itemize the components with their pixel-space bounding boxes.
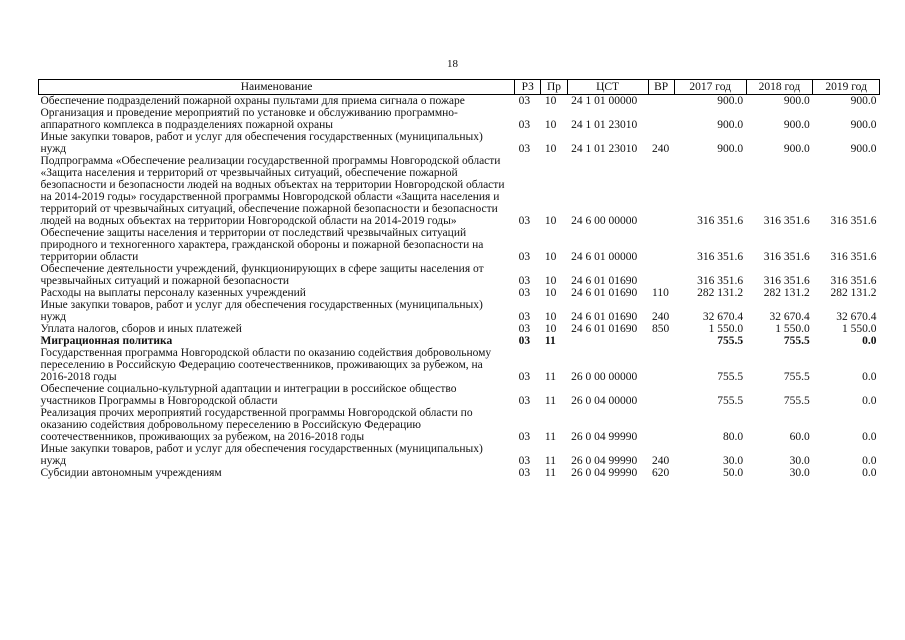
row-cst <box>567 335 648 347</box>
row-rz: 03 <box>518 215 531 227</box>
row-value-2017: 900.0 <box>717 143 744 155</box>
row-value-2017: 30.0 <box>722 455 744 467</box>
row-value-2018: 32 670.4 <box>769 311 810 323</box>
table-row <box>39 299 880 323</box>
row-value-2019: 0.0 <box>862 395 877 407</box>
row-name: Субсидии автономным учреждениям <box>40 467 222 479</box>
row-cst: 26 0 04 99990 <box>571 467 638 479</box>
row-cst: 24 6 01 00000 <box>571 251 638 263</box>
row-value-2018: 755.5 <box>783 335 810 347</box>
row-pr: 10 <box>544 323 557 335</box>
row-value-2019: 0.0 <box>862 371 877 383</box>
header-2017: 2017 год <box>674 80 746 95</box>
row-pr: 10 <box>544 143 557 155</box>
row-rz: 03 <box>518 467 531 479</box>
row-pr: 10 <box>544 215 557 227</box>
row-value-2017: 32 670.4 <box>702 311 744 323</box>
row-value-2019: 316 351.6 <box>830 215 877 227</box>
row-cst: 24 6 01 01690 <box>571 275 638 287</box>
row-rz: 03 <box>518 275 531 287</box>
row-vr: 850 <box>652 323 670 335</box>
row-value-2019: 0.0 <box>862 431 877 443</box>
table-row <box>39 323 880 335</box>
row-cst: 24 6 01 01690 <box>571 287 638 299</box>
row-vr <box>648 347 674 383</box>
row-vr <box>648 335 674 347</box>
table-row <box>39 287 880 299</box>
row-name: Обеспечение подразделений пожарной охраны пультами для приема сигнала о пожаре <box>40 95 465 107</box>
row-vr <box>648 227 674 263</box>
row-vr <box>648 407 674 443</box>
table-row <box>39 131 880 155</box>
table-row <box>39 95 880 108</box>
row-value-2017: 755.5 <box>717 395 744 407</box>
table-row <box>39 407 880 443</box>
header-name: Наименование <box>39 80 515 95</box>
row-value-2018: 900.0 <box>783 143 810 155</box>
row-rz: 03 <box>518 335 531 347</box>
row-cst: 24 6 01 01690 <box>571 311 638 323</box>
row-rz: 03 <box>518 431 531 443</box>
row-value-2019: 282 131.2 <box>830 287 877 299</box>
table-row <box>39 107 880 131</box>
row-cst: 24 6 01 01690 <box>571 323 638 335</box>
row-vr <box>648 263 674 287</box>
row-value-2018: 60.0 <box>789 431 810 443</box>
row-value-2019: 316 351.6 <box>830 251 877 263</box>
row-value-2017: 900.0 <box>717 95 744 107</box>
table-row <box>39 443 880 467</box>
row-rz: 03 <box>518 371 531 383</box>
row-name: Обеспечение защиты населения и территории от последствий чрезвычайных ситуаций природного и техногенного характера, гражданской обороны и пожарной безопасности на территории области <box>40 227 484 263</box>
row-value-2018: 755.5 <box>783 395 810 407</box>
row-name: Иные закупки товаров, работ и услуг для обеспечения государственных (муниципальных) нужд <box>40 443 483 467</box>
row-value-2018: 900.0 <box>783 95 810 107</box>
row-cst: 24 6 00 00000 <box>571 215 638 227</box>
row-cst: 24 1 01 00000 <box>571 95 638 107</box>
row-vr <box>648 107 674 131</box>
row-value-2018: 30.0 <box>789 455 810 467</box>
row-pr: 10 <box>544 119 557 131</box>
row-value-2019: 900.0 <box>850 143 877 155</box>
table-body <box>39 95 880 480</box>
row-name: Государственная программа Новгородской области по оказанию содействия добровольному переселению в Российскую Федерацию соотечественников, проживающих за рубежом, на 2016-2018 годы <box>40 347 492 383</box>
row-cst: 24 1 01 23010 <box>571 119 638 131</box>
row-value-2017: 50.0 <box>722 467 744 479</box>
row-cst: 24 1 01 23010 <box>571 143 638 155</box>
row-value-2017: 1 550.0 <box>708 323 744 335</box>
row-value-2018: 316 351.6 <box>763 251 810 263</box>
row-pr: 10 <box>544 287 557 299</box>
row-name: Реализация прочих мероприятий государственной программы Новгородской области по оказанию содействия добровольному переселению в Российскую Федерацию соотечественников, проживающих за рубежом, на 2016-2018 годы <box>40 407 473 443</box>
row-vr: 240 <box>652 311 670 323</box>
row-pr: 11 <box>544 335 556 347</box>
header-2018: 2018 год <box>746 80 813 95</box>
row-rz: 03 <box>518 455 531 467</box>
row-value-2017: 282 131.2 <box>697 287 744 299</box>
row-value-2018: 30.0 <box>789 467 810 479</box>
row-value-2019: 0.0 <box>862 335 877 347</box>
row-cst: 26 0 04 99990 <box>571 431 638 443</box>
page-number: 18 <box>447 58 458 70</box>
table-row <box>39 467 880 479</box>
row-rz: 03 <box>518 95 531 107</box>
budget-table <box>38 79 880 479</box>
row-name: Организация и проведение мероприятий по установке и обслуживанию программно-аппаратного комплекса в подразделениях пожарной охраны <box>40 107 458 131</box>
row-value-2018: 755.5 <box>783 371 810 383</box>
row-name: Иные закупки товаров, работ и услуг для обеспечения государственных (муниципальных) нужд <box>40 131 483 155</box>
row-cst: 26 0 00 00000 <box>571 371 638 383</box>
row-value-2017: 316 351.6 <box>697 215 744 227</box>
row-vr <box>648 95 674 108</box>
row-value-2019: 1 550.0 <box>842 323 877 335</box>
table-row <box>39 263 880 287</box>
row-rz: 03 <box>518 395 531 407</box>
row-name: Обеспечение социально-культурной адаптации и интеграции в российское общество участников Программы в Новгородской области <box>40 383 457 407</box>
table-row <box>39 335 880 347</box>
row-value-2017: 80.0 <box>722 431 744 443</box>
table-row <box>39 155 880 227</box>
row-name: Уплата налогов, сборов и иных платежей <box>40 323 242 335</box>
row-value-2019: 0.0 <box>862 467 877 479</box>
row-vr: 240 <box>652 143 670 155</box>
row-rz: 03 <box>518 143 531 155</box>
row-value-2018: 316 351.6 <box>763 215 810 227</box>
row-pr: 10 <box>544 311 557 323</box>
table-header-row <box>39 80 880 95</box>
row-value-2017: 316 351.6 <box>697 275 744 287</box>
table-row <box>39 227 880 263</box>
table-row <box>39 383 880 407</box>
row-value-2018: 1 550.0 <box>775 323 810 335</box>
row-value-2017: 900.0 <box>717 119 744 131</box>
row-value-2018: 282 131.2 <box>763 287 810 299</box>
row-value-2018: 316 351.6 <box>763 275 810 287</box>
row-vr <box>648 383 674 407</box>
row-value-2019: 900.0 <box>850 119 877 131</box>
row-value-2017: 755.5 <box>717 371 744 383</box>
row-pr: 11 <box>544 467 556 479</box>
row-cst: 26 0 04 00000 <box>571 395 638 407</box>
row-cst: 26 0 04 99990 <box>571 455 638 467</box>
row-pr: 11 <box>544 455 556 467</box>
table-row <box>39 347 880 383</box>
row-value-2019: 316 351.6 <box>830 275 877 287</box>
header-2019: 2019 год <box>813 80 880 95</box>
row-name: Иные закупки товаров, работ и услуг для обеспечения государственных (муниципальных) нужд <box>40 299 483 323</box>
row-value-2017: 316 351.6 <box>697 251 744 263</box>
header-cst: ЦСТ <box>567 80 648 95</box>
row-pr: 11 <box>544 371 556 383</box>
row-name: Подпрограмма «Обеспечение реализации государственной программы Новгородской области «Защита населения и территорий от чрезвычайных ситуаций, обеспечение пожарной безопасности и безопасности людей на водных объектах на территории Новгородской области на 2014-2019 годы» государственной программы Новгородской области «Защита населения и территорий от чрезвычайных ситуаций, обеспечение пожарной безопасности и безопасности людей на водных объектах на территории Новгородской области на 2014-2019 годы» <box>40 155 505 227</box>
row-rz: 03 <box>518 311 531 323</box>
row-vr: 620 <box>652 467 670 479</box>
row-value-2019: 0.0 <box>862 455 877 467</box>
row-name: Расходы на выплаты персоналу казенных учреждений <box>40 287 306 299</box>
row-value-2019: 900.0 <box>850 95 877 107</box>
row-vr: 240 <box>652 455 670 467</box>
row-vr <box>648 155 674 227</box>
row-value-2019: 32 670.4 <box>836 311 877 323</box>
row-pr: 10 <box>544 95 557 107</box>
row-name: Миграционная политика <box>40 335 173 347</box>
header-vr: ВР <box>648 80 674 95</box>
header-pr: Пр <box>541 80 567 95</box>
row-value-2018: 900.0 <box>783 119 810 131</box>
row-rz: 03 <box>518 287 531 299</box>
row-rz: 03 <box>518 323 531 335</box>
row-name: Обеспечение деятельности учреждений, функционирующих в сфере защиты населения от чрезвычайных ситуаций и пожарной безопасности <box>40 263 484 287</box>
row-pr: 11 <box>544 431 556 443</box>
header-rz: РЗ <box>515 80 541 95</box>
row-rz: 03 <box>518 119 531 131</box>
row-rz: 03 <box>518 251 531 263</box>
row-pr: 10 <box>544 275 557 287</box>
row-value-2017: 755.5 <box>717 335 744 347</box>
row-vr: 110 <box>652 287 669 299</box>
row-pr: 11 <box>544 395 556 407</box>
row-pr: 10 <box>544 251 557 263</box>
